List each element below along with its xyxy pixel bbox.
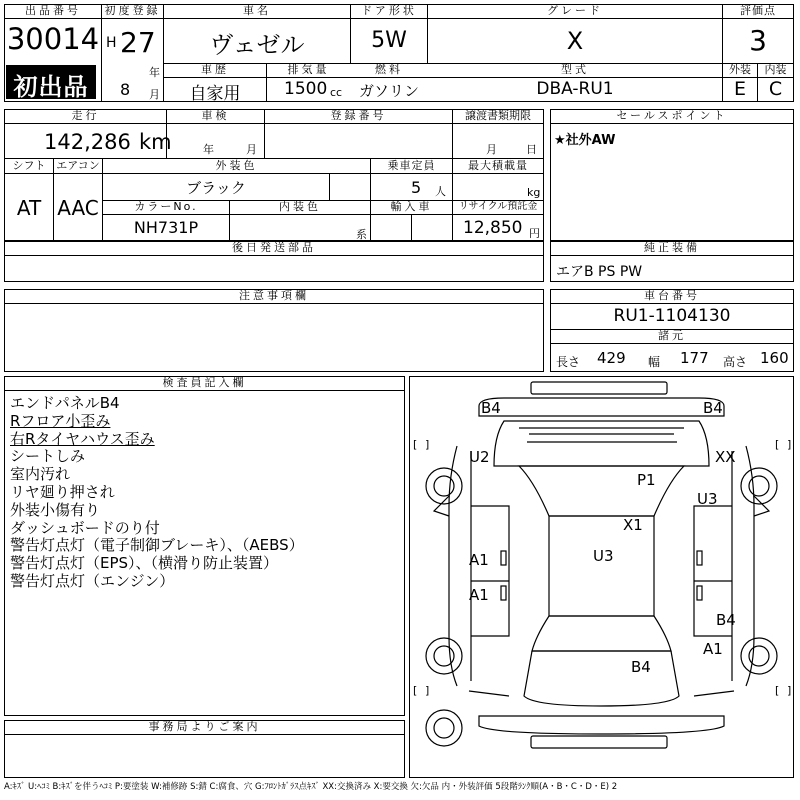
door: 5W xyxy=(371,28,407,53)
transfer-day-unit: 日 xyxy=(526,143,537,156)
sales-point-text: ★社外AW xyxy=(554,133,616,148)
color-no-label: カラーNo. xyxy=(102,200,230,215)
note-line: 警告灯点灯（エンジン） xyxy=(10,571,175,590)
interior-grade: C xyxy=(768,78,783,100)
width: 177 xyxy=(680,349,709,367)
first-reg-label: 初度登録 xyxy=(101,4,164,19)
year-unit: 年 xyxy=(149,66,160,79)
int-color-label: 内装色 xyxy=(229,200,371,215)
exterior-grade: E xyxy=(733,78,746,100)
import-label: 輸入車 xyxy=(370,200,453,215)
mark-front-right: B4 xyxy=(703,399,723,417)
shift-label: シフト xyxy=(4,159,54,174)
month-unit: 月 xyxy=(149,88,160,101)
reg-month: 8 xyxy=(120,80,131,99)
svg-text:[: [ xyxy=(413,684,418,697)
mark-right-quarter: A1 xyxy=(703,640,723,658)
legend: A:ｷｽﾞ U:ﾍｺﾐ B:ｷｽﾞを伴うﾍｺﾐ P:要塗装 W:補修跡 S:錆 C:腐食、穴 G:ﾌﾛﾝﾄｶﾞﾗｽ点ｷｽﾞ XX:交換済み X:要交換 欠:欠品 内・外装評価 5段階ﾗﾝｸ順(A・B・C・D・E) 2 xyxy=(4,782,618,792)
mark-left-door-rear: A1 xyxy=(469,586,489,604)
mileage: 142,286 xyxy=(44,130,131,154)
height: 160 xyxy=(760,349,789,367)
note-line: エンドパネルB4 xyxy=(10,394,120,412)
transfer-month-unit: 月 xyxy=(486,143,497,156)
displacement: 1500 xyxy=(284,79,328,99)
mileage-unit: km xyxy=(139,130,172,154)
ext-color-label: 外装色 xyxy=(102,159,371,174)
mark-hood: P1 xyxy=(637,471,656,489)
svg-text:[: [ xyxy=(775,684,780,697)
mark-roof: U3 xyxy=(593,547,614,565)
displacement-label: 排気量 xyxy=(266,63,351,78)
capacity-unit: 人 xyxy=(435,185,446,198)
mark-left-front: U2 xyxy=(469,448,490,466)
sales-point-label: セールスポイント xyxy=(550,109,794,124)
ac: AAC xyxy=(57,196,99,220)
svg-text:]: ] xyxy=(425,684,430,697)
car-diagram xyxy=(409,376,794,778)
transfer-label: 譲渡書類期限 xyxy=(452,109,544,124)
mark-left-door-front: A1 xyxy=(469,551,489,569)
svg-text:[: [ xyxy=(413,438,418,451)
office-label: 事務局よりご案内 xyxy=(4,720,405,735)
model-code: DBA-RU1 xyxy=(536,79,614,99)
mark-front-left: B4 xyxy=(481,399,501,417)
capacity: 5 xyxy=(411,178,422,197)
car-name-label: 車名 xyxy=(163,4,351,19)
height-label: 高さ xyxy=(723,355,748,369)
note-line: 外装小傷有り xyxy=(10,500,101,519)
note-line: 室内汚れ xyxy=(10,465,71,484)
inspector-label: 検査員記入欄 xyxy=(4,376,405,391)
score-label: 評価点 xyxy=(722,4,794,19)
inspector-notes xyxy=(10,395,304,591)
chassis-label: 車台番号 xyxy=(550,289,794,304)
lot-no-label: 出品番号 xyxy=(4,4,102,19)
recycle-unit: 円 xyxy=(529,227,540,240)
note-line: 警告灯点灯（電子制御ブレーキ）、（AEBS） xyxy=(10,536,304,555)
exterior-label: 外装 xyxy=(722,63,758,78)
recycle-label: リサイクル預託金 xyxy=(452,200,544,215)
svg-text:]: ] xyxy=(787,438,792,451)
length-label: 長さ xyxy=(556,355,581,369)
reg-no-label: 登録番号 xyxy=(264,109,453,124)
note-line: Rフロア小歪み xyxy=(10,411,111,430)
mark-roof-upper: X1 xyxy=(623,516,643,534)
color-no: NH731P xyxy=(133,218,199,237)
note-line: リヤ廻り押され xyxy=(10,482,115,501)
recycle: 12,850 xyxy=(463,218,523,238)
width-label: 幅 xyxy=(648,355,661,369)
lot-no: 30014 xyxy=(6,22,100,56)
dims-label: 諸元 xyxy=(550,329,794,344)
reg-year: 27 xyxy=(120,26,156,59)
first-listing-text: 初出品 xyxy=(13,73,89,101)
svg-text:]: ] xyxy=(787,684,792,697)
shift: AT xyxy=(16,196,42,220)
chassis-number: RU1-1104130 xyxy=(613,306,731,326)
ac-label: エアコン xyxy=(53,159,103,174)
note-line: ダッシュボードのり付 xyxy=(10,518,160,537)
era-prefix: H xyxy=(106,35,117,51)
displacement-unit: cc xyxy=(330,86,343,99)
note-line: 警告灯点灯（EPS）、（横滑り防止装置） xyxy=(10,554,279,573)
caution-label: 注意事項欄 xyxy=(4,289,544,304)
door-label: ドア形状 xyxy=(350,4,428,19)
int-color-unit: 系 xyxy=(356,228,367,241)
note-line: 右Rタイヤハウス歪み xyxy=(10,429,155,448)
insp-year-unit: 年 xyxy=(203,143,214,156)
mileage-label: 走行 xyxy=(4,109,167,124)
insp-month-unit: 月 xyxy=(246,143,257,156)
model-code-label: 型式 xyxy=(427,63,723,78)
history: 自家用 xyxy=(189,84,241,104)
genuine-equipment: エアB PS PW xyxy=(556,264,643,280)
fuel-label: 燃料 xyxy=(350,63,428,78)
fuel: ガソリン xyxy=(358,82,419,100)
ext-color: ブラック xyxy=(186,179,246,197)
capacity-label: 乗車定員 xyxy=(370,159,453,174)
max-load-label: 最大積載量 xyxy=(452,159,544,174)
length: 429 xyxy=(597,349,626,367)
max-load-unit: kg xyxy=(527,186,541,199)
grade: X xyxy=(566,27,584,55)
score: 3 xyxy=(749,24,767,57)
mark-right-door: U3 xyxy=(697,490,718,508)
mark-trunk: B4 xyxy=(631,658,651,676)
grade-label: グレード xyxy=(427,4,723,19)
history-label: 車歴 xyxy=(163,63,267,78)
later-parts-label: 後日発送部品 xyxy=(4,241,544,256)
inspection-label: 車検 xyxy=(166,109,265,124)
svg-text:[: [ xyxy=(775,438,780,451)
car-name: ヴェゼル xyxy=(209,31,305,59)
note-line: シートしみ xyxy=(10,447,86,466)
genuine-label: 純正装備 xyxy=(550,241,794,256)
interior-label: 内装 xyxy=(757,63,794,78)
mark-right-front: XX xyxy=(715,448,736,466)
mark-right-rear: B4 xyxy=(716,611,736,629)
svg-text:]: ] xyxy=(425,438,430,451)
